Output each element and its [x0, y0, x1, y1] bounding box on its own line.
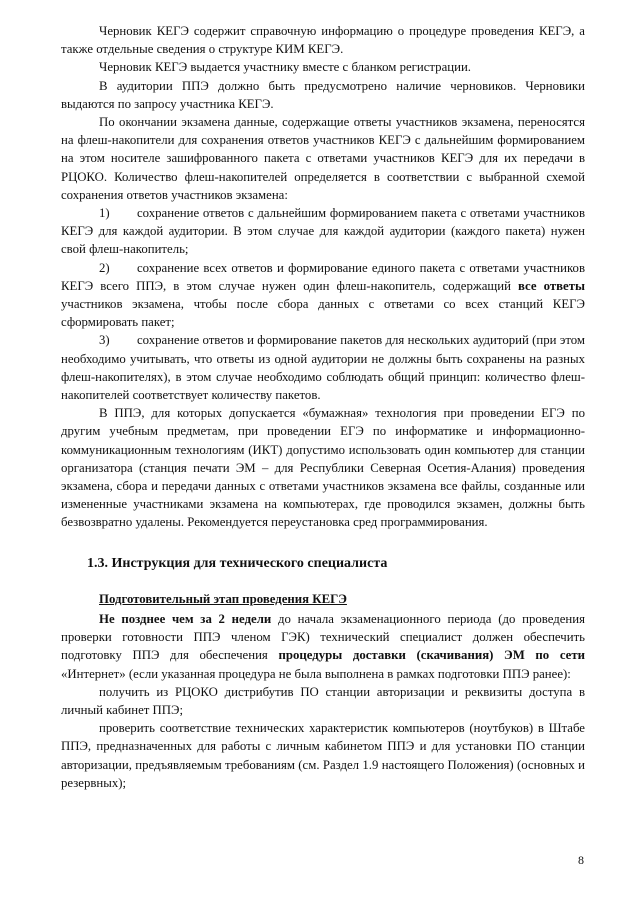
deadline-bold: Не позднее чем за 2 недели: [99, 611, 272, 626]
list-text: сохранение ответов с дальнейшим формированием пакета с ответами участников КЕГЭ для каждой аудитории. В этом случае для каждой аудитории (каждого пакета) нужен свой флеш-накопитель;: [61, 206, 585, 257]
section-title: 1.3. Инструкция для технического специалиста: [87, 555, 388, 571]
paragraph-text: до начала экзаменационного периода (до проведения проверки готовности ППЭ членом ГЭК) технический специалист должен обеспечить подготовку ППЭ для обеспечения: [61, 611, 585, 663]
paragraph: По окончании экзамена данные, содержащие ответы участников экзамена, переносятся на флеш-накопители для сохранения ответов участников КЕГЭ с дальнейшим формированием на этом носителе зашифрованного пакета с ответами участников КЕГЭ для их передачи в РЦОКО. Количество флеш-накопителей определяется в соответствии с выбранной схемой сохранения ответов участников экзамена:: [61, 115, 585, 202]
paragraph: Черновик КЕГЭ содержит справочную информацию о процедуре проведения КЕГЭ, а также отдельные сведения о структуре КИМ КЕГЭ.: [61, 24, 585, 57]
list-item: проверить соответствие технических характеристик компьютеров (ноутбуков) в Штабе ППЭ, предназначенных для работы с личным кабинетом ППЭ и для установки ПО станции авторизации, предъявляемым требованиям (см. Раздел 1.9 настоящего Положения) (основных и резервных);: [61, 721, 585, 790]
list-text: участников экзамена, чтобы после сбора данных с ответами со всех станций КЕГЭ сформировать пакет;: [61, 297, 585, 330]
list-number: 2): [99, 260, 110, 275]
list-text: сохранение ответов и формирование пакетов для нескольких аудиторий (при этом необходимо учитывать, что ответы из одной аудитории не должны быть сохранены на разных флеш-накопителях), в этом случае необходимо соблюдать общий принцип: количество флеш-накопителей соответствует количеству пакетов.: [61, 333, 585, 403]
paragraph: В аудитории ППЭ должно быть предусмотрено наличие черновиков. Черновики выдаются по запросу участника КЕГЭ.: [61, 78, 585, 111]
list-item: [61, 331, 585, 404]
list-text: сохранение всех ответов и формирование единого пакета с ответами участников КЕГЭ всего ППЭ, в этом случае нужен один флеш-накопитель, содержащий: [61, 260, 585, 293]
paragraph: [61, 610, 585, 683]
list-text-bold: все ответы: [517, 278, 585, 293]
list-item: получить из РЦОКО дистрибутив ПО станции авторизации и реквизиты доступа в личный кабинет ППЭ;: [61, 684, 585, 717]
list-number: 3): [99, 333, 110, 348]
procedure-bold: процедуры доставки (скачивания) ЭМ по сети: [278, 648, 585, 663]
list-item: [61, 259, 585, 332]
page-content: [61, 22, 585, 792]
subsection-title: Подготовительный этап проведения КЕГЭ: [99, 591, 347, 606]
paragraph-text: «Интернет» (если указанная процедура не была выполнена в рамках подготовки ППЭ ранее):: [61, 666, 571, 681]
page-number: 8: [578, 853, 584, 867]
paragraph: Черновик КЕГЭ выдается участнику вместе с бланком регистрации.: [99, 60, 471, 75]
list-number: 1): [99, 206, 110, 221]
list-item: [61, 204, 585, 259]
paragraph: В ППЭ, для которых допускается «бумажная» технология при проведении ЕГЭ по другим учебным предметам, при проведении ЕГЭ по информатике и информационно-коммуникационным технологиям (ИКТ) допустимо использовать один компьютер для станции организатора (станция печати ЭМ – для Республики Северная Осетия-Алания) проведения экзамена, сбора и передачи данных с ответами участников экзамена все файлы, созданные или измененные участниками экзамена на компьютерах, где проводился экзамен, должны быть безвозвратно удалены. Рекомендуется переустановка сред программирования.: [61, 406, 585, 530]
